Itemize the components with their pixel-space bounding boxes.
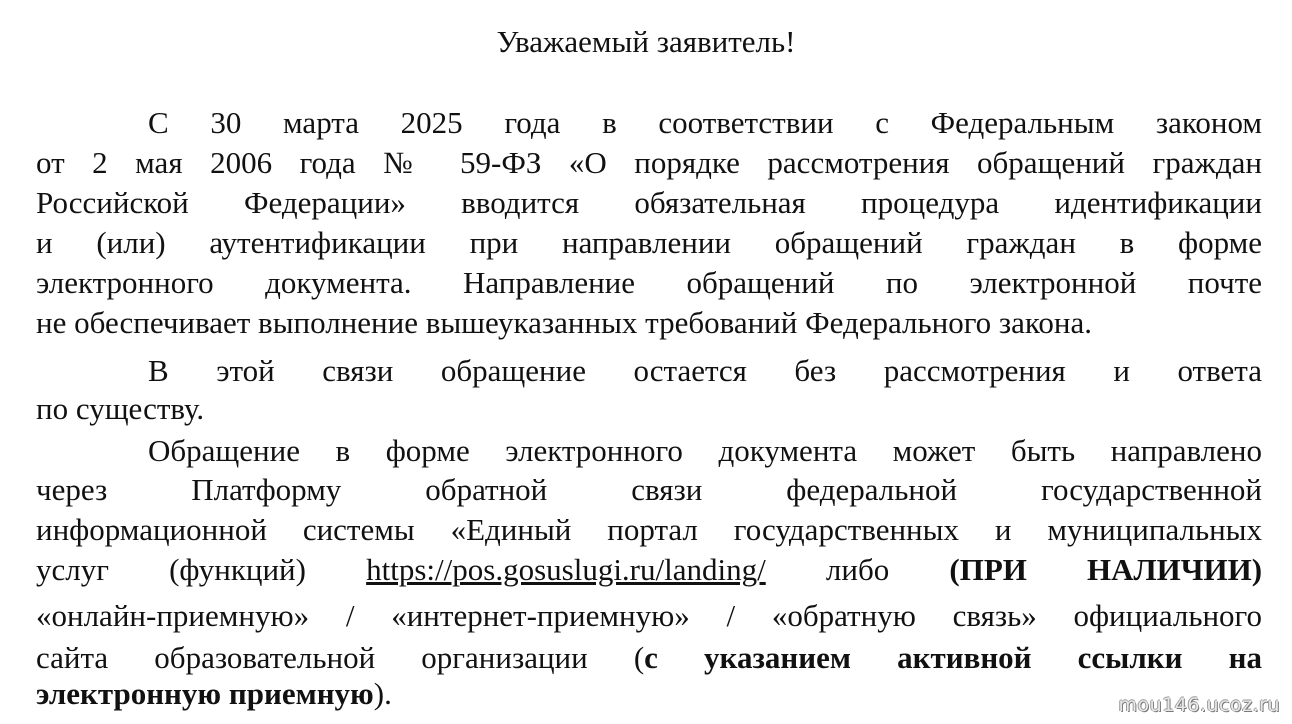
paragraph-line: и (или) аутентификации при направлении обращений граждан в форме — [36, 225, 1262, 260]
paragraph-line — [36, 638, 1262, 678]
paragraph-line: через Платформу обратной связи федеральной государственной — [36, 472, 1262, 507]
paragraph-line: С 30 марта 2025 года в соответствии с Федеральным законом — [148, 105, 1262, 140]
paragraph-line: «онлайн-приемную» / «интернет-приемную» / «обратную связь» официального — [36, 598, 1262, 633]
bold-text: с указанием активной ссылки на — [644, 640, 1262, 675]
paragraph-line: не обеспечивает выполнение вышеуказанных требований Федерального закона. — [36, 305, 1092, 340]
gosuslugi-link[interactable]: https://pos.gosuslugi.ru/landing/ — [366, 552, 766, 587]
paragraph-line: В этой связи обращение остается без рассмотрения и ответа — [148, 353, 1262, 388]
paragraph-line: Российской Федерации» вводится обязательная процедура идентификации — [36, 185, 1262, 220]
paragraph-line: по существу. — [36, 391, 205, 426]
paragraph-line — [36, 674, 1262, 714]
line-text: либо — [825, 552, 890, 587]
bold-text: (ПРИ НАЛИЧИИ) — [949, 552, 1263, 587]
bold-text: электронную приемную — [36, 676, 374, 711]
paragraph-line: информационной системы «Единый портал государственных и муниципальных — [36, 512, 1262, 547]
paragraph-line: от 2 мая 2006 года № 59-ФЗ «О порядке рассмотрения обращений граждан — [36, 145, 1262, 180]
paragraph-line: Обращение в форме электронного документа может быть направлено — [148, 433, 1262, 468]
line-text: услуг (функций) — [36, 552, 306, 587]
line-text: сайта образовательной организации ( — [36, 640, 645, 675]
page-title: Уважаемый заявитель! — [496, 24, 796, 59]
line-text: ). — [373, 676, 392, 711]
paragraph-line — [36, 550, 1262, 590]
paragraph-line: электронного документа. Направление обращений по электронной почте — [36, 265, 1262, 300]
watermark: mou146.ucoz.ru — [1118, 694, 1280, 716]
